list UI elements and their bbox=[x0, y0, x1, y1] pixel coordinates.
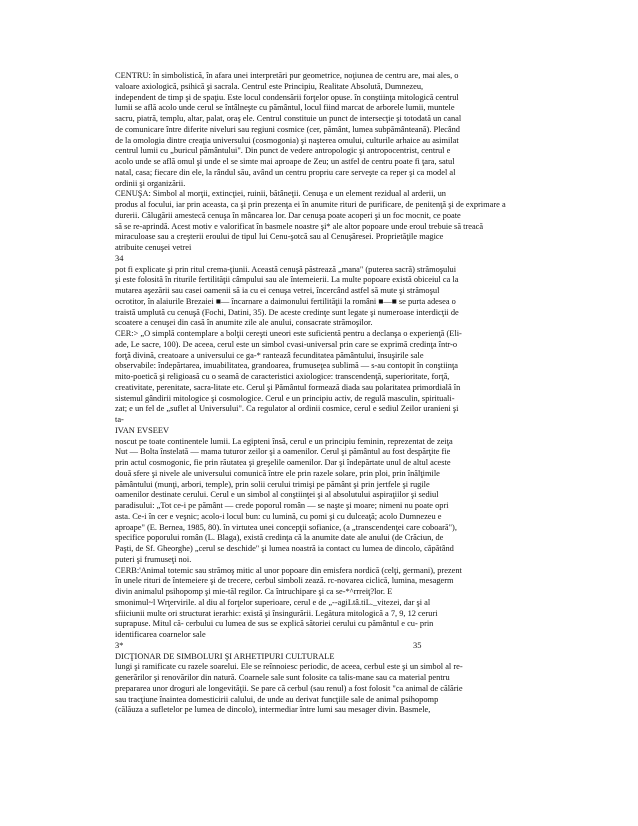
text-line: generărilor şi renovărilor din natură. Coarnele sale sunt folosite ca talis-mane sau ca material pentru bbox=[115, 673, 450, 682]
text-line: forţă divină, creatoare a universului ce ga-* ranteazâ fecunditatea pământului, însuşirile sale bbox=[115, 350, 424, 360]
text-line: şi este folosită în riturile fertilităţii câmpului sau ale întemeierii. La multe popoare există obiceiul ca la bbox=[115, 275, 459, 285]
text-line: valoare axiologică, psihică şi sacrala. Centrul este Principiu, Realitate Absolută, Dumnezeu, bbox=[115, 81, 424, 91]
text-line: CENTRU: în simbolistică, în afara unei interpretări pur geometrice, noţiunea de centru are, mai ales, o bbox=[115, 71, 459, 80]
text-line: scoatere a cenuşei din casă în anumite zile ale anului, consacrate strămoşilor. bbox=[115, 318, 373, 328]
text-line: CER:> „O simplă contemplare a bolţii cereşti uneori este suficientă pentru a declanşa o experienţă (Eli- bbox=[115, 329, 462, 338]
text-line: ta- bbox=[115, 415, 124, 424]
text-line: noscut pe toate continentele lumii. La egipteni însă, cerul e un principiu feminin, reprezentat de zeiţa bbox=[115, 436, 453, 446]
text-line: suprapuse. Mitul că- cerbului cu lumea de sus se explică sătoriei cerului cu pământul e cu- prin bbox=[115, 619, 434, 629]
text-line: paradisului: „Tot ce-i pe pământ — crede poporul român — se naşte şi moare; nimeni nu poate opri bbox=[115, 501, 449, 510]
text-line: oamenilor destinate cerului. Cerul e un simbol al conştiinţei şi al absolutului aspiraţiilor şi sediul bbox=[115, 490, 439, 500]
text-line: sacru, piatră, templu, altar, palat, oraş ele. Centrul constituie un punct de intersecţie şi totodată un canal bbox=[115, 114, 462, 123]
text-line: creativitate, perenitate, sacra-litate etc. Cerul şi Pământul formează diada sau polaritatea primordială în bbox=[115, 382, 461, 392]
text-line: CENUŞA: Simbol al morţii, extincţiei, ruinii, bătâneţii. Cenuşa e un element rezidual al arderii, un bbox=[115, 189, 446, 199]
text-line: observabile: îndepărtarea, imuabilitatea, grandoarea, frumuseţea sublimă — s-au contopit în conştiinţa bbox=[115, 361, 459, 371]
text-line: pământului (munţi, arbori, temple), prin solii cerului trimişi pe pământ şi prin jertfele şi rugile bbox=[115, 479, 430, 489]
text-line: mutarea aşezării sau casei oamenii să ia cu ei cenuşa vetrei, încercând astfel să mute şi strămoşul bbox=[115, 286, 440, 295]
text-line: lungi şi ramificate cu razele soarelui. Ele se reînnoiesc periodic, de aceea, cerbul este şi un simbol al re- bbox=[115, 662, 463, 672]
text-line: aproape" (E. Bernea, 1985, 80). în virtutea unei concepţii sofianice, (a „transcendenţei care coboară"), bbox=[115, 522, 457, 532]
text-line: mito-poetică şi religioasă cu o seamă de caracteristici axiologice: transcendenţă, superioritate, forţă, bbox=[115, 372, 450, 381]
text-line: Paşti, de Sf. Gheorghe) „cerul se deschide" şi lumea noastră ia contact cu lumea de dincolo, căpătând bbox=[115, 544, 454, 553]
text-line: prepararea unor droguri ale longevităţii. Se pare că cerbul (sau renul) a fost folosit "ca animal de călărie bbox=[115, 683, 463, 693]
text-line: smonimul~l Wrţervirile. al diu al forţelor superioare, cerul e de „--agiLtâ.tiL._vitezei, dar şi al bbox=[115, 597, 431, 607]
text-line: zat; e un fel de „suflet al Universului". Ca regulator al ordinii cosmice, cerul e sediul Zeilor uranieni şi bbox=[115, 404, 459, 414]
text-line: divin animalul psihopomp şi mie-tăl regilor. Ca întruchipare şi ca se-*^rrreiţ?lor. E bbox=[115, 587, 393, 596]
text-line: natal, casa; fiecare din ele, la rândul său, având un centru propriu care serveşte ca reper şi ca model al bbox=[115, 167, 456, 177]
text-line: identificarea coarnelor sale bbox=[115, 630, 206, 639]
text-line: sistemul gândirii mitologice şi cosmologice. Cerul e un principiu activ, de regulă masculin, spirituali- bbox=[115, 393, 455, 403]
text-line: atribuite cenuşei vetrei bbox=[115, 243, 192, 252]
text-line: ocrotitor, în alaiurile Brezaiei ■— încarnare a daimonului fertilităţii la români ■—■ se purta adesea o bbox=[115, 296, 456, 306]
text-line: sfiiciunii multe ori structurat ierarhic: există şi însingurării. Legătura mitologică a 7, 9, 12 ceruri bbox=[115, 608, 438, 618]
text-line: produs al focului, iar prin aceasta, ca şi prin prezenţa ei în anumite rituri de purificare, de penitenţă şi de exprimare a bbox=[115, 200, 506, 209]
text-line: asta. Ce-i în cer e veşnic; acolo-i locul bun: cu lumină, cu pomi şi cu dulceaţă; acolo Dumnezeu e bbox=[115, 511, 442, 521]
text-line: miraculoase sau a creşterii eroului de tipul lui Cenu-şotcă sau al Cenuşăresei. Proprietăţile magice bbox=[115, 232, 444, 242]
text-line: centrul lumii cu „buricul pământului". Din punct de vedere antropologic şi antropocentrist, centrul e bbox=[115, 146, 451, 156]
text-line: de comunicare între diferite niveluri sau regiuni cosmice (cer, pământ, lumea subpământeană). Plecând bbox=[115, 124, 460, 134]
text-line: pot fi explicate şi prin ritul crema-ţiunii. Această cenuşă păstrează „mana" (puterea sacră) strămoşului bbox=[115, 264, 457, 274]
text-line: IVAN EVSEEV bbox=[115, 425, 170, 435]
text-line: independent de timp şi de spaţiu. Este locul condensării forţelor opuse. în conştiinţa mitologică centrul bbox=[115, 92, 459, 102]
text-line: ordinii şi organizării. bbox=[115, 178, 186, 188]
text-line: CERB:'Animal totemic sau strămoş mitic al unor popoare din emisfera nordică (celţi, germani), prezent bbox=[115, 565, 462, 575]
text-line: prin actul cosmogonic, fie prin răutatea şi greşelile oamenilor. Dar şi îndepărtate unul de altul aceste bbox=[115, 458, 451, 467]
page-numbers bbox=[115, 641, 525, 652]
text-line: ade, Le sacre, 100). De aceea, cerul este un simbol cvasi-universal prin care se exprimă credinţa într-o bbox=[115, 339, 458, 349]
page-text bbox=[115, 71, 525, 716]
running-header: DICŢIONAR DE SIMBOLURI ŞI ARHETIPURI CULTURALE bbox=[115, 651, 335, 661]
page-number-left: 3* bbox=[115, 640, 124, 650]
text-line: acolo unde se află omul şi unde el se simte mai aproape de Zeu; un astfel de centru poate fi ţara, satul bbox=[115, 157, 455, 166]
text-line: Nut — Bolta înstelată — mama tuturor zeilor şi a oamenilor. Cerul şi pământul au fost despărţite fie bbox=[115, 447, 451, 457]
page-number-right: 35 bbox=[413, 640, 422, 650]
text-line: în unele rituri de întemeiere şi de trecere, cerbul simboli zează. rc-novarea ciclică, lumina, mesagerm bbox=[115, 576, 454, 586]
text-line: specifice poporului român (L. Blaga), există credinţa că la anumite date ale anului (de Crăciun, de bbox=[115, 533, 444, 543]
text-line: puteri şi frumuseţi noi. bbox=[115, 554, 192, 564]
text-line: lumii se află acolo unde cerul se întâlneşte cu pământul, locul fiind marcat de arborele lumii, muntele bbox=[115, 103, 455, 113]
text-line: de la omologia dintre creaţia universului (cosmogonia) şi naşterea omului, culturile arhaice au asimilat bbox=[115, 135, 459, 145]
text-line: traistă umplută cu cenuşă (Fochi, Datini, 35). De aceste credinţe sunt legate şi numeroase interdicţii de bbox=[115, 307, 459, 317]
text-line: sau tracţiune înaintea domesticirii calului, de unde au derivat funcţiile sale de animal psihopomp bbox=[115, 694, 439, 704]
text-line: durerii. Călugării amestecă cenuşa în mâncarea lor. Dar cenuşa poate acoperi şi un foc mocnit, ce poate bbox=[115, 210, 461, 220]
text-line: să se re-aprindă. Acest motiv e valorificat în basmele noastre şi* ale altor popoare unde eroul trebuie să treacă bbox=[115, 221, 484, 231]
text-line: (călăuza a sufletelor pe lumea de dincolo), intermediar între lumi sau mesager divin. Basmele, bbox=[115, 705, 431, 715]
text-line: două sfere şi nivele ale universului comunică între ele prin razele solare, prin ploi, prin înălţimile bbox=[115, 468, 440, 478]
text-line: 34 bbox=[115, 253, 124, 263]
